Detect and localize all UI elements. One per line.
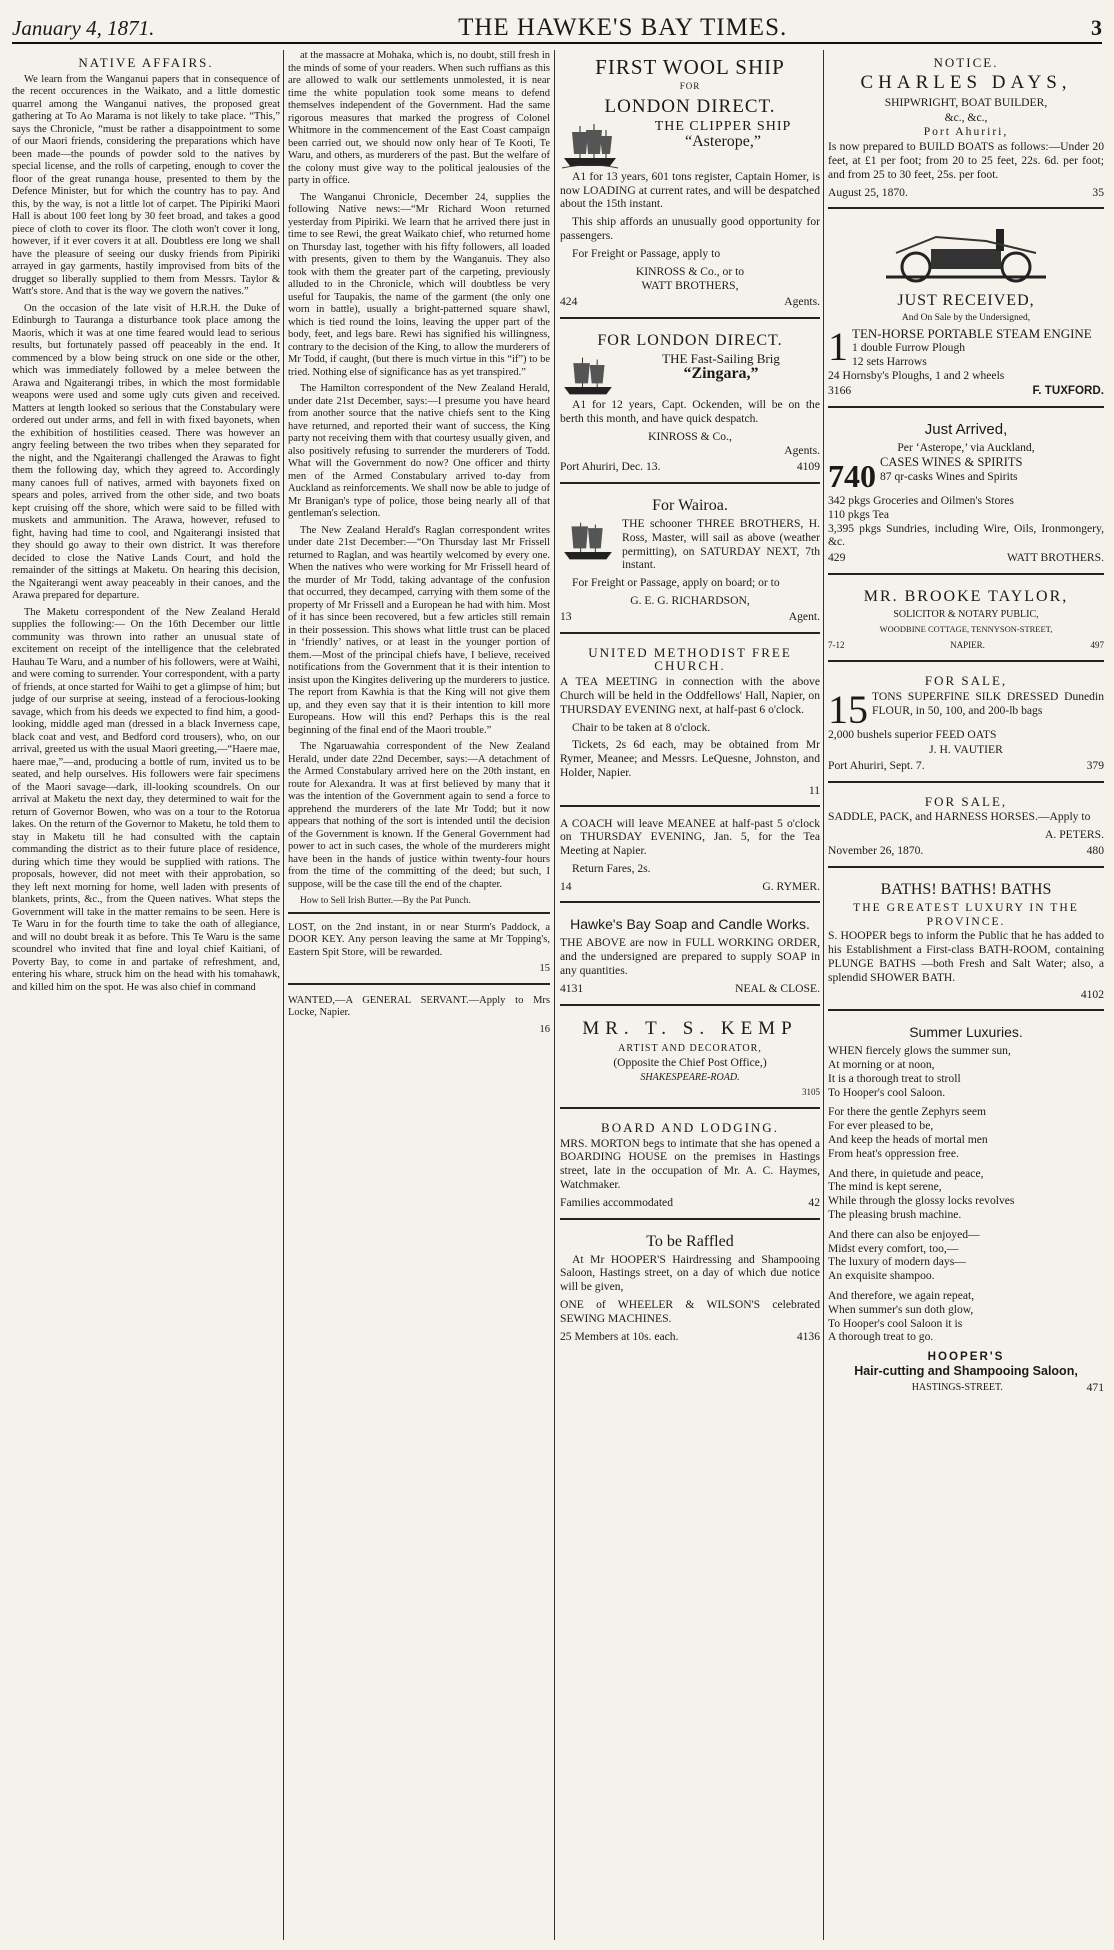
page-number: 3 xyxy=(1090,15,1102,40)
ad-address: (Opposite the Chief Post Office,) xyxy=(613,1056,767,1070)
ad-number: 4109 xyxy=(796,460,820,474)
ad-place-date: Port Ahuriri, Sept. 7. xyxy=(828,758,925,772)
poem-verse: WHEN fiercely glows the summer sun, At morning or at noon, It is a thorough treat to stroll To Hooper's cool Saloon. xyxy=(828,1044,1011,1099)
days-notice-ad xyxy=(828,50,1104,209)
ad-body: At Mr HOOPER'S Hairdressing and Shampooing Saloon, Hastings street, on a day of which due notice will be given, xyxy=(560,1252,820,1294)
ad-name: HOOPER'S xyxy=(927,1350,1005,1364)
ad-families: Families accommodated xyxy=(560,1195,674,1209)
masthead xyxy=(12,14,1102,44)
ad-number: 11 xyxy=(808,783,820,797)
ad-number: 14 xyxy=(560,879,572,893)
ship-icon xyxy=(560,122,620,170)
ad-number: 13 xyxy=(560,609,572,623)
ad-line: 24 Hornsby's Ploughs, 1 and 2 wheels xyxy=(828,368,1005,382)
ad-body: Return Fares, 2s. xyxy=(572,861,651,875)
ad-street: HASTINGS-STREET. xyxy=(911,1381,1003,1393)
ad-number: 429 xyxy=(828,551,846,565)
ad-body: A1 for 13 years, 601 tons register, Captain Homer, is now LOADING at current rates, and will be despatched about the 15th instant. xyxy=(560,169,820,211)
ad-road: SHAKESPEARE-ROAD. xyxy=(640,1072,740,1084)
ad-subtitle: SOLICITOR & NOTARY PUBLIC, xyxy=(893,608,1039,620)
agent-name: KINROSS & Co., xyxy=(648,429,732,443)
article-paragraph: The Wanganui Chronicle, December 24, supplies the following Native news:—“Mr Richard Woon returned yesterday from Pipiriki. We learn that he arrived there just in time to see Rewi, the great Waikato chief, who returned home on Thursday last, together with his fifty followers, all loaded with presents, given to them by the Wanganuis. They also took with them the greater part of the carpeting, previously alluded to in the Chronicle, which will doubtless be very useful for Taupakis, the name of the garment (the only one worn in battle), usually a bright-patterned square shawl, which is tied round the loins, leaving the upper part of the body, feet, and legs bare. Rewi has signified his willingness, contrary to the decision of the King, to allow the murderers of Mr Todd, if caught, (but there is much virtue in this “if”) to be tried. Nothing else of significance has as yet transpired.” xyxy=(288,191,550,378)
ad-line: 2,000 bushels superior FEED OATS xyxy=(828,728,997,742)
column-rule xyxy=(554,50,555,1940)
article-paragraph: We learn from the Wanganui papers that in consequence of the recent occurences in the Waikato, and a little domestic quarrel among the Wanganui natives, the proposed great gathering at To Ao Marama is not likely to take place. “This,” says the Chronicle, “must be rather a disappointment to some of our Maori friends, considering the preparations which have been made—the pounds of powder sold to the natives by special license, and the rolls of carpeting, enough to cover the floor of the great runanga house, presented to them by the Defence Minister, but for which the country has to pay. And this, by the way, is not a little lot of carpet. The Pipiriki Maori Hall is about 100 feet long by 30 feet broad, and takes a good piece of cloth to cover its floor. The cloth won't cover it long, however, if it ever covers it at all. Doubtless ere long we shall have the pleasure of seeing our dusky friends from Pipiriki arrayed in gay garments, hastily improvised from bits of the drugget so liberally supplied to them from Messrs. Taylor & Watt's store. And that is the way we govern the natives.” xyxy=(12,73,280,298)
horse-sale-ad xyxy=(828,789,1104,868)
ad-line: TEN-HORSE PORTABLE STEAM ENGINE xyxy=(852,326,1092,342)
ad-number: 471 xyxy=(1086,1380,1104,1394)
ad-body: A COACH will leave MEANEE at half-past 5 o'clock on THURSDAY EVENING, Jan. 5, for the Tea Meeting at Napier. xyxy=(560,816,820,858)
ad-signature: WATT BROTHERS. xyxy=(1006,551,1104,565)
coach-ad xyxy=(560,813,820,904)
agents-label: Agents. xyxy=(784,444,820,458)
ad-number: 3105 xyxy=(802,1087,820,1098)
ad-number: 16 xyxy=(539,1023,550,1035)
butter-note: How to Sell Irish Butter.—By the Pat Punch. xyxy=(288,895,550,914)
agent-label: Agent. xyxy=(788,609,820,623)
ad-number: 424 xyxy=(560,295,578,309)
ad-signature: J. H. VAUTIER xyxy=(929,742,1003,756)
ad-line: 87 qr-casks Wines and Spirits xyxy=(880,469,1018,483)
london-direct-ad xyxy=(560,325,820,484)
ad-subtitle: THE GREATEST LUXURY IN THE PROVINCE. xyxy=(853,900,1079,928)
ad-title: For Wairoa. xyxy=(652,496,728,514)
ship-name: “Zingara,” xyxy=(683,364,759,382)
ad-line: 110 pkgs Tea xyxy=(828,507,890,521)
ad-subtitle: Hair-cutting and Shampooing Saloon, xyxy=(854,1364,1078,1379)
summer-luxuries-ad xyxy=(828,1017,1104,1402)
ad-number: 3166 xyxy=(828,384,852,398)
issue-date: January 4, 1871. xyxy=(12,15,155,40)
ad-destination: LONDON DIRECT. xyxy=(604,95,776,117)
ad-number: 4136 xyxy=(796,1329,820,1343)
ad-body: This ship affords an unusually good opportunity for passengers. xyxy=(560,215,820,242)
ad-title: Just Arrived, xyxy=(924,421,1008,439)
ad-title: FOR SALE, xyxy=(924,673,1008,689)
ad-name: CHARLES DAYS, xyxy=(860,71,1072,93)
ad-place: Port Ahuriri, xyxy=(923,125,1009,139)
ad-title: BOARD AND LODGING. xyxy=(601,1119,779,1135)
ad-body: S. HOOPER begs to inform the Public that he has added to his Establishment a First-class BATH-ROOM, containing PLUNGE BATHS —both Fresh and Salt Water; also, a splendid SHOWER BATH. xyxy=(828,929,1104,984)
ad-address: WOODBINE COTTAGE, TENNYSON-STREET, xyxy=(879,623,1053,634)
ad-title: Hawke's Bay Soap and Candle Works. xyxy=(570,916,810,933)
ad-signature: F. TUXFORD. xyxy=(1032,384,1104,398)
column-shipping xyxy=(560,50,820,1357)
article-paragraph: The Hamilton correspondent of the New Zealand Herald, under date 21st December, says:—I presume you have heard from another source that the native chiefs sent to the King have returned, and reported their want of success, the King party not receiving them with that courtesy usually given, and also positively refusing to surrender the murderers of Todd. What will the Government do now? One officer and thirty men of the Armed Constabulary arrived to-day from Auckland as reinforcements. We shall now be able to judge of Mr Branigan's type of police, those being nearly all of that gentleman's selection. xyxy=(288,383,550,519)
ad-number: 4102 xyxy=(1080,988,1104,1002)
ad-body: MRS. MORTON begs to intimate that she has opened a BOARDING HOUSE on the premises in Hastings street, late in the occupation of Mr. A. C. Haymes, Watchmaker. xyxy=(560,1136,820,1192)
ad-title: FIRST WOOL SHIP xyxy=(595,55,785,79)
ship-name: “Asterope,” xyxy=(685,132,761,150)
ad-line: 12 sets Harrows xyxy=(852,354,927,368)
ad-body: A1 for 12 years, Capt. Ockenden, will be on the berth this month, and have quick despatch. xyxy=(560,397,820,425)
ad-number: 42 xyxy=(808,1195,820,1209)
soap-ad xyxy=(560,909,820,1005)
ad-signature: NEAL & CLOSE. xyxy=(735,981,820,995)
ad-body: A TEA MEETING in connection with the above Church will be held in the Oddfellows' Hall, Napier, on THURSDAY EVENING next, at half-past 6 o'clock. xyxy=(560,675,820,716)
wairoa-ad xyxy=(560,490,820,634)
ad-title: MR. T. S. KEMP xyxy=(582,1017,798,1039)
ad-line: 3,395 pkgs Sundries, including Wire, Oils, Ironmongery, &c. xyxy=(828,521,1104,549)
ad-body: THE schooner THREE BROTHERS, H. Ross, Master, will sail as above (weather permitting), on SATURDAY NEXT, 7th instant. xyxy=(622,516,820,572)
newspaper-title: THE HAWKE'S BAY TIMES. xyxy=(458,14,788,41)
ad-for: FOR xyxy=(679,81,701,91)
ad-place-date: Port Ahuriri, Dec. 13. xyxy=(560,460,661,474)
agent-name: KINROSS & Co., or to xyxy=(635,264,745,278)
ad-date: August 25, 1870. xyxy=(828,185,908,199)
raffle-ad xyxy=(560,1226,820,1352)
ad-title: UNITED METHODIST FREE CHURCH. xyxy=(588,644,792,674)
column-rule xyxy=(823,50,824,1940)
board-lodging-ad xyxy=(560,1115,820,1220)
ad-town: NAPIER. xyxy=(950,639,985,650)
agent-name: WATT BROTHERS, xyxy=(641,279,739,293)
ad-line: TONS SUPERFINE SILK DRESSED Dunedin FLOUR, in 50, 100, and 200-lb bags xyxy=(872,690,1104,717)
ad-body: Tickets, 2s 6d each, may be obtained from Mr Rymer, Meanee; and Messrs. LeQuesne, Johnston, and Holder, Napier. xyxy=(560,738,820,779)
ad-signature: A. PETERS. xyxy=(1045,828,1104,842)
poem-verse: And therefore, we again repeat, When summer's sun doth glow, To Hooper's cool Saloon it is A thorough treat to go. xyxy=(828,1289,975,1344)
ad-number: 15 xyxy=(539,963,550,974)
ad-apply: For Freight or Passage, apply on board; or to xyxy=(572,576,780,590)
ad-number: 4131 xyxy=(560,981,584,995)
ad-line: CASES WINES & SPIRITS xyxy=(880,454,1023,469)
column-two xyxy=(288,50,550,1049)
ad-signature: G. RYMER. xyxy=(762,879,820,893)
ad-title: FOR SALE, xyxy=(924,793,1008,809)
ad-title: NOTICE. xyxy=(933,55,999,70)
article-paragraph: at the massacre at Mohaka, which is, no doubt, still fresh in the minds of some of your readers. When such ruffians as this are allowed to walk our settlements unmolested, it is near time the white population took some means to defend themselves independent of the Government. Had the same rigorous measures that marked the progress of Colonel Whitmore in the commencement of the East Coast campaign been carried out, we should now only hear of Te Kooti, Te Waru, and others, as murderers of the past. But the welfare of the colony must give way to the political jealousies of the party in office. xyxy=(288,50,550,186)
lost-key-text: LOST, on the 2nd instant, in or near Sturm's Paddock, a DOOR KEY. Any person leaving the same at Mr Topping's, Eastern Spit Store, will be rewarded. xyxy=(288,921,550,958)
ad-etc: &c., &c., xyxy=(944,110,988,124)
ad-title: FOR LONDON DIRECT. xyxy=(597,331,783,349)
article-paragraph: On the occasion of the late visit of H.R.H. the Duke of Edinburgh to Tauranga a disturbance took place among the Maoris, which it was at one time feared would lead to serious results, but fortunately passed off peaceably in the end. It commenced by a blow being struck on one side or the other, which was immediately followed by a melee between the Arawa and Ngaiterangi tribes, in which the most formidable weapons were used and some ugly cuts given and received. Matters at length looked so serious that the Constabulary were ordered out under arms, and fell in with fixed bayonets, when the exhibition of hostilities ceased. There was however an angry feeling between the two tribes when they separated for the night, and the Ngaiterangi challenged the Arawas to fight them the following day, which they agreed to. Accordingly many canoes full of natives, armed with bayonets fixed on spears and poles, arrived from the other side, and two boats kept cruising off the shore, which were said to be filled with muskets and ammunition. The Arawa, however, refused to fight, having had time to cool, and Ngaiterangi insisted that they should go away to their own district. It was therefore decided to close the Native Lands Court, and hold the remainder of the sittings at Maketu. On hearing this decision, the Ngaiterangi went away peaceably in their canoes, and the Arawa prepared for departure. xyxy=(12,302,280,602)
ad-date: November 26, 1870. xyxy=(828,843,924,857)
column-notices xyxy=(828,50,1104,1409)
ad-line: 342 pkgs Groceries and Oilmen's Stores xyxy=(828,493,1014,507)
agent-name: G. E. G. RICHARDSON, xyxy=(630,593,750,607)
poem-verse: For there the gentle Zephyrs seem For ever pleased to be, And keep the heads of mortal men From heat's oppression free. xyxy=(828,1105,988,1160)
ad-number: 379 xyxy=(1086,758,1104,772)
ad-subtitle: And On Sale by the Undersigned, xyxy=(901,313,1031,324)
article-paragraph: The New Zealand Herald's Raglan correspondent writes under date 21st December:—“On Thursday last Mr Frissell returned to Raglan, and was heartily welcomed by every one. When the natives who were working for Mr Frissell heard of the murder of Mr Todd, taking advantage of the confusion that occurred, they decamped, carrying with them some of the property of Mr Frissell and a European he had with him. Most of it has since been recovered, but a few articles still remain in their possession. This shows what little trust can be placed in ‘friendly’ natives, or at least in the younger portion of them.—Most of the principal chiefs have, I believe, received notifications from the Government that it is their intention to insist upon the Kingites delivering up the murderers to justice. The report from Kawhia is that the King will not give them up, and they even say that it is their intention to kill more Europeans. How will this end? Perhaps this is the real beginning of the final end of the Maori trouble.” xyxy=(288,524,550,736)
ad-title: To be Raffled xyxy=(646,1232,734,1250)
article-paragraph: The Ngaruawahia correspondent of the New Zealand Herald, under date 22nd December, says:—A detachment of the Armed Constabulary arrived here on the 20th instant, en route for Alexandra. It was at first believed by many that it was the intention of the Government again to send a force to apprehend the murderers of the late Mr Todd; but it now appears that nothing of the sort is intended until the decision of the Government is known. If the General Government had power to act in such cases, the whole of the murderers might have been in the hands of justice within twenty-four hours from the time of the committing of the deed; but such, I suppose, will be the case till the end of the chapter. xyxy=(288,741,550,890)
ad-members: 25 Members at 10s. each. xyxy=(560,1329,679,1343)
methodist-ad xyxy=(560,640,820,807)
ad-line: 1 double Furrow Plough xyxy=(852,340,966,354)
big-number: 1 xyxy=(828,324,848,370)
ad-body: THE ABOVE are now in FULL WORKING ORDER, and the undersigned are prepared to supply SOAP in any quantities. xyxy=(560,936,820,978)
ship-icon xyxy=(560,519,616,563)
ad-body: Chair to be taken at 8 o'clock. xyxy=(572,720,711,734)
ad-number: 497 xyxy=(1090,639,1104,650)
ad-number: 35 xyxy=(1092,185,1104,199)
agents-label: Agents. xyxy=(784,295,820,309)
ad-apply: For Freight or Passage, apply to xyxy=(572,246,721,260)
column-native-affairs xyxy=(12,50,280,998)
kemp-ad xyxy=(560,1012,820,1109)
steam-engine-illustration xyxy=(876,223,1056,287)
ad-subtitle: Per ‘Asterope,’ via Auckland, xyxy=(897,441,1035,455)
poem-verse: And there can also be enjoyed— Midst every comfort, too,— The luxury of modern days— An exquisite shampoo. xyxy=(828,1227,980,1283)
big-number: 740 xyxy=(828,457,876,494)
baths-ad xyxy=(828,874,1104,1012)
article-paragraph: The Maketu correspondent of the New Zealand Herald supplies the following:— On the 16th December our little community was thrown into rather an unusual state of excitement on receipt of the intelligence that the celebrated Hauhau Te Waru, and a number of his followers, were at Waihi, and were coming to surrender. Your correspondent, with a party of friends, at once started for Waihi to get a glimpse of him; but judge of our surprise at seeing, instead of a ferocious-looking savage, which from his deeds we expected to find him, a good-looking, middle aged man (dressed in a black Inverness cape, black coat and vest, and Bedford cord trousers), who, on our arrival, greeted us with the usual Maori greeting,—“Haere mae, haere mae,”—and, producing a bottle of rum, invited us to be seated, and help ourselves. His followers were fair specimens of the Maori savage—dark, ill-looking scoundrels. On our arrival at Maketu the next day, they determined to wait for the return of Governor Bowen, who was on a tour to the Rotorua lakes. On the return of the Governor to Maketu, he told them to stay in Maketu till he had consulted with the captain commanding the district as to their future place of residence, during which time they would be supplied with rations. The proposals, however, did not meet with their approbation, so they left next morning for home, well laden with presents of blankets, prints, &c., from the Queen natives. What steps the Government will take in the matter remains to be seen. Here is Te Waru in for the fourth time to take the oath of allegiance, and will no doubt break it as before. This Te Waru is the same scoundrel who invited that fine and loyal chief Kaitiani, of Poverty Bay, to come in and partake of refreshment, and, entering his whare, struck him on the head with his tomahawk, and killed him on the spot. He was also chief in command xyxy=(12,606,280,993)
wool-ship-ad xyxy=(560,50,820,319)
ad-body: ONE of WHEELER & WILSON'S celebrated SEWING MACHINES. xyxy=(560,1298,820,1325)
lost-key-ad xyxy=(288,918,550,985)
column-rule xyxy=(283,50,284,1940)
ad-intro: THE Fast-Sailing Brig xyxy=(662,350,780,366)
ad-intro: THE CLIPPER SHIP xyxy=(654,118,792,134)
ad-code: 7-12 xyxy=(828,639,845,650)
brooke-taylor-ad xyxy=(828,581,1104,662)
ad-title: Summer Luxuries. xyxy=(909,1024,1023,1041)
article-heading: NATIVE AFFAIRS. xyxy=(78,55,214,70)
just-received-ad xyxy=(828,215,1104,408)
wanted-text: WANTED,—A GENERAL SERVANT.—Apply to Mrs Locke, Napier. xyxy=(288,994,550,1018)
ship-icon xyxy=(560,354,616,398)
ad-title: JUST RECEIVED, xyxy=(897,292,1035,310)
wanted-servant-ad xyxy=(288,991,550,1044)
big-number: 15 xyxy=(828,687,868,733)
ad-body: SADDLE, PACK, and HARNESS HORSES.—Apply to xyxy=(828,810,1091,824)
ad-number: 480 xyxy=(1086,843,1104,857)
just-arrived-ad xyxy=(828,414,1104,575)
flour-sale-ad xyxy=(828,668,1104,782)
poem-verse: And there, in quietude and peace, The mind is kept serene, While through the glossy locks revolves The pleasing brush machine. xyxy=(828,1166,1015,1222)
ad-title: MR. BROOKE TAYLOR, xyxy=(863,587,1069,605)
ad-subtitle: ARTIST AND DECORATOR, xyxy=(618,1042,762,1054)
ad-body: Is now prepared to BUILD BOATS as follows:—Under 20 feet, at £1 per foot; from 20 to 25 feet, 22s. 6d. per foot; and from 25 to 30 feet, 25s. per foot. xyxy=(828,140,1104,181)
ad-trade: SHIPWRIGHT, BOAT BUILDER, xyxy=(884,95,1048,109)
ad-title: BATHS! BATHS! BATHS xyxy=(880,880,1052,898)
